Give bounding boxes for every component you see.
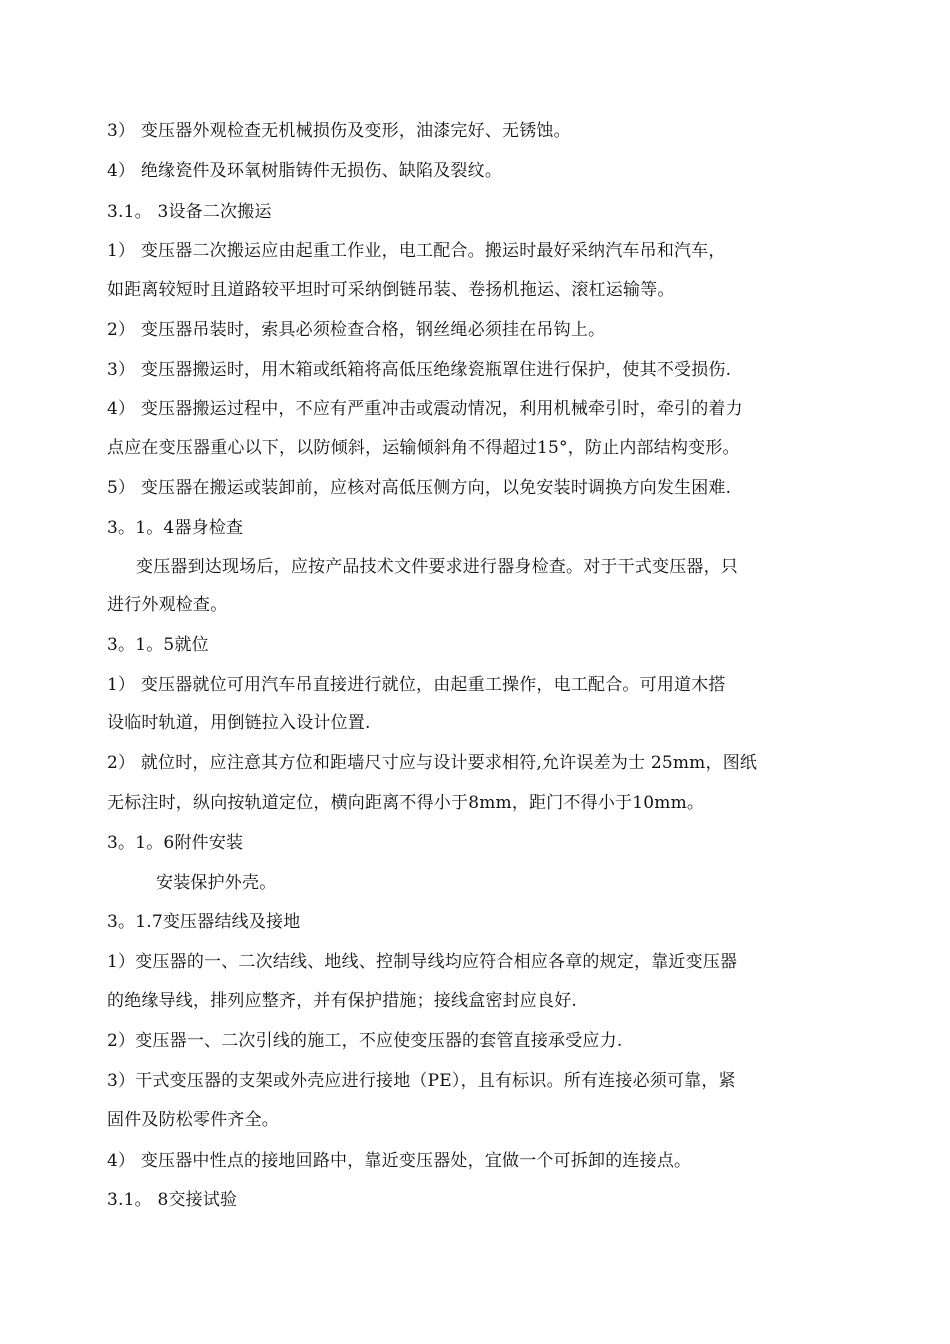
list-item-3: 3） 变压器外观检查无机械损伤及变形，油漆完好、无锈蚀。 [107,121,571,141]
paragraph-line: 无标注时，纵向按轨道定位，横向距离不得小于8mm，距门不得小于10mm。 [107,793,705,813]
paragraph-line: 如距离较短时且道路较平坦时可采纳倒链吊装、卷扬机拖运、滚杠运输等。 [107,280,675,300]
paragraph-line: 进行外观检查。 [107,595,228,615]
section-heading: 3。1.7变压器结线及接地 [107,912,301,932]
list-item-3: 3） 变压器搬运时，用木箱或纸箱将高低压绝缘瓷瓶罩住进行保护，使其不受损伤. [107,360,732,380]
list-item-2: 2） 就位时，应注意其方位和距墙尺寸应与设计要求相符,允许误差为士 25mm，图纸 [107,753,758,773]
list-item-2: 2）变压器一、二次引线的施工，不应使变压器的套管直接承受应力. [107,1031,623,1051]
section-heading: 3.1。 8交接试验 [107,1190,238,1210]
list-item-2: 2） 变压器吊装时，索具必须检查合格，钢丝绳必须挂在吊钩上。 [107,320,606,340]
paragraph-line: 安装保护外壳。 [156,873,277,893]
list-item-1: 1）变压器的一、二次结线、地线、控制导线均应符合相应各章的规定，靠近变压器 [107,952,738,972]
section-heading: 3。1。4器身检查 [107,518,244,538]
list-item-4: 4） 变压器中性点的接地回路中，靠近变压器处，宜做一个可拆卸的连接点。 [107,1151,692,1171]
section-heading: 3。1。5就位 [107,635,209,655]
paragraph-line: 固件及防松零件齐全。 [107,1110,279,1130]
paragraph-line: 设临时轨道，用倒链拉入设计位置. [107,713,371,733]
list-item-5: 5） 变压器在搬运或装卸前，应核对高低压侧方向，以免安装时调换方向发生困难. [107,478,732,498]
paragraph-line: 点应在变压器重心以下，以防倾斜，运输倾斜角不得超过15°，防止内部结构变形。 [107,438,740,458]
list-item-3: 3）干式变压器的支架或外壳应进行接地（PE），且有标识。所有连接必须可靠，紧 [107,1071,736,1091]
section-heading: 3。1。6附件安装 [107,833,244,853]
section-heading: 3.1。 3设备二次搬运 [107,202,272,222]
paragraph-line: 的绝缘导线，排列应整齐，并有保护措施；接线盒密封应良好. [107,991,578,1011]
list-item-4: 4） 变压器搬运过程中，不应有严重冲击或震动情况，利用机械牵引时，牵引的着力 [107,399,743,419]
list-item-1: 1） 变压器就位可用汽车吊直接进行就位，由起重工操作，电工配合。可用道木搭 [107,675,726,695]
list-item-1: 1） 变压器二次搬运应由起重工作业，电工配合。搬运时最好采纳汽车吊和汽车， [107,241,726,261]
paragraph-line: 变压器到达现场后，应按产品技术文件要求进行器身检查。对于干式变压器，只 [136,557,738,577]
list-item-4: 4） 绝缘瓷件及环氧树脂铸件无损伤、缺陷及裂纹。 [107,161,503,181]
